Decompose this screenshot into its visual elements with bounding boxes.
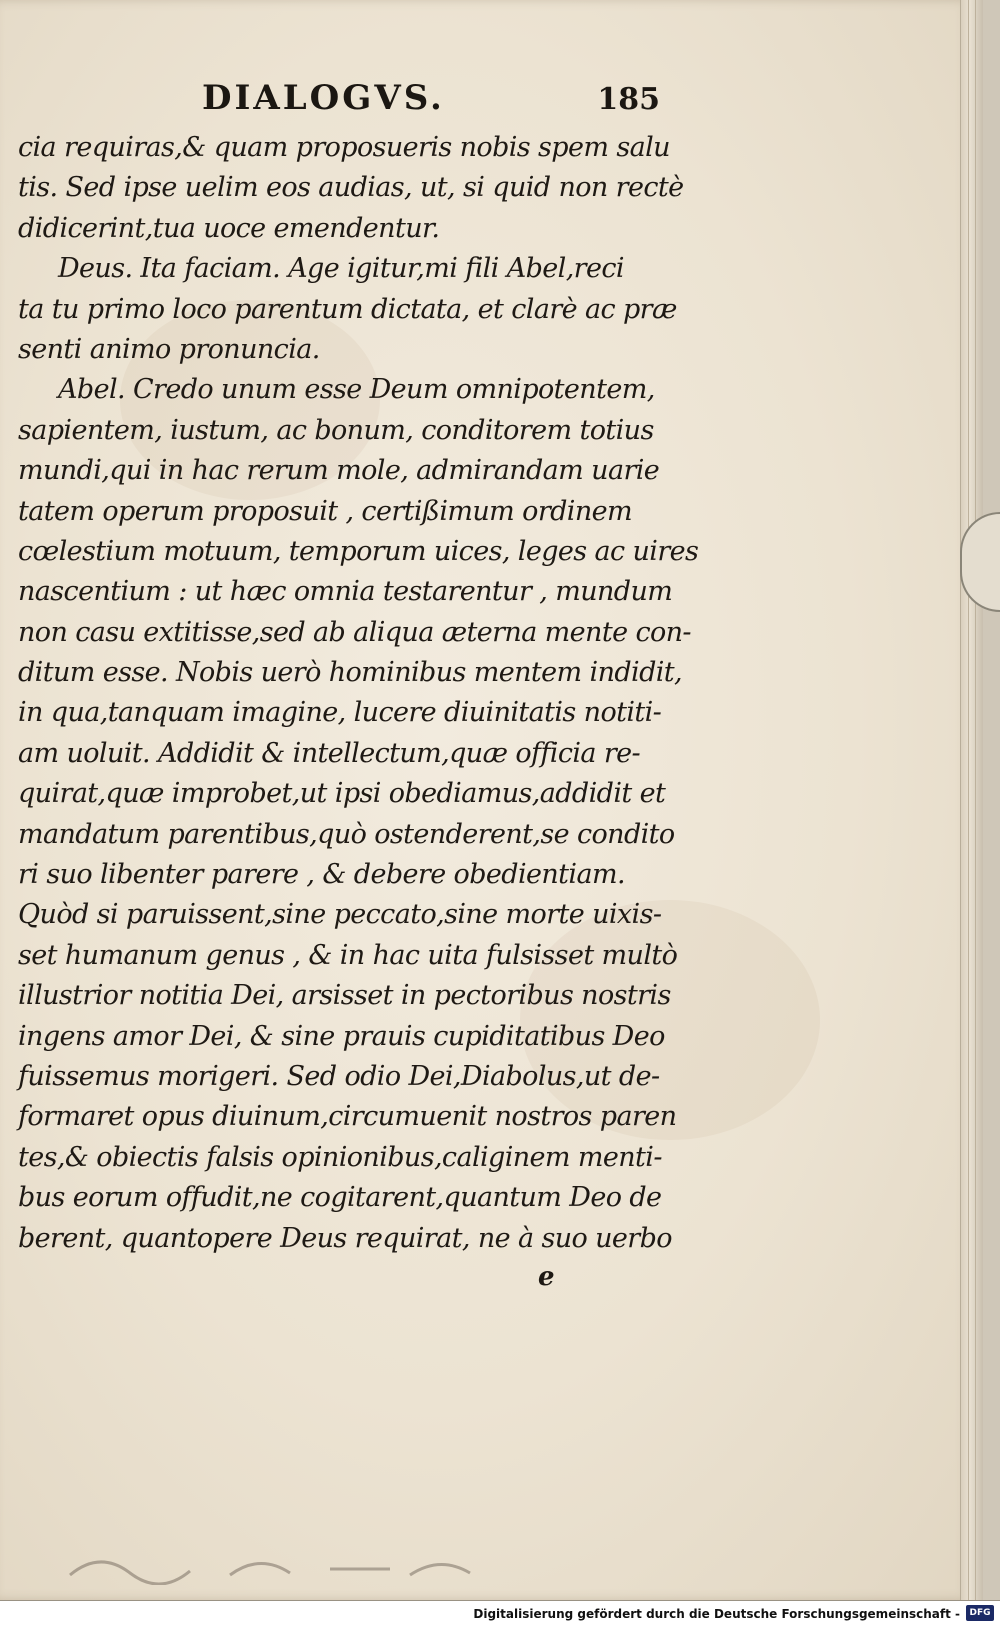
body-text	[18, 128, 699, 1259]
text-line: fuissemus morigeri. Sed odio Dei,Diabolus,ut de-	[18, 1060, 660, 1092]
dfg-logo: DFG	[966, 1605, 994, 1621]
text-line: mundi,qui in hac rerum mole, admirandam uarie	[18, 455, 660, 487]
text-line: bus eorum offudit,ne cogitarent,quantum Deo de	[18, 1182, 662, 1214]
text-line: Abel. Credo unum esse Deum omnipotentem,	[58, 374, 655, 406]
text-line: am uoluit. Addidit & intellectum,quæ officia re-	[18, 737, 641, 769]
text-line: berent, quantopere Deus requirat, ne à suo uerbo	[18, 1222, 672, 1254]
text-line: sapientem, iustum, ac bonum, conditorem totius	[18, 414, 654, 446]
text-line: tes,& obiectis falsis opinionibus,caliginem menti-	[18, 1141, 662, 1173]
text-line: ri suo libenter parere , & debere obedientiam.	[18, 859, 625, 891]
text-line: formaret opus diuinum,circumuenit nostros paren	[18, 1101, 677, 1133]
running-head	[190, 78, 660, 126]
catchword: e	[538, 1262, 555, 1292]
text-line: in qua,tanquam imagine, lucere diuinitatis notiti-	[18, 697, 662, 729]
text-line: mandatum parentibus,quò ostenderent,se condito	[18, 818, 675, 850]
faint-bleedthrough-mark	[60, 1545, 480, 1585]
text-line: tis. Sed ipse uelim eos audias, ut, si quid non rectè	[18, 172, 684, 204]
text-line: Deus. Ita faciam. Age igitur,mi fili Abel,reci	[58, 253, 624, 285]
footer-bar	[0, 1600, 1000, 1628]
text-line: senti animo pronuncia.	[18, 333, 320, 365]
text-line: nascentium : ut hæc omnia testarentur , mundum	[18, 576, 673, 608]
text-line: didicerint,tua uoce emendentur.	[18, 212, 440, 244]
text-line: non casu extitisse,sed ab aliqua æterna mente con-	[18, 616, 691, 648]
text-line: cœlestium motuum, temporum uices, leges ac uires	[18, 535, 699, 567]
text-line: ditum esse. Nobis uerò hominibus mentem indidit,	[18, 657, 683, 689]
page-number: 185	[597, 82, 660, 117]
bleedthrough-scribble	[60, 1545, 480, 1585]
text-line: illustrior notitia Dei, arsisset in pectoribus nostris	[18, 980, 671, 1012]
text-line: set humanum genus , & in hac uita fulsisset multò	[18, 939, 678, 971]
text-line: cia requiras,& quam proposueris nobis spem salu	[18, 132, 670, 163]
page-edge	[960, 0, 983, 1600]
text-line: ingens amor Dei, & sine prauis cupiditatibus Deo	[18, 1020, 665, 1052]
digitization-credit: Digitalisierung gefördert durch die Deutsche Forschungsgemeinschaft -	[473, 1607, 960, 1621]
text-line: tatem operum proposuit , certißimum ordinem	[18, 495, 633, 527]
text-line: Quòd si paruissent,sine peccato,sine morte uixis-	[18, 899, 662, 931]
running-head-title: DIALOGVS.	[202, 78, 445, 118]
text-line: quirat,quæ improbet,ut ipsi obediamus,addidit et	[18, 778, 666, 810]
text-line: ta tu primo loco parentum dictata, et clarè ac præ	[18, 293, 677, 325]
